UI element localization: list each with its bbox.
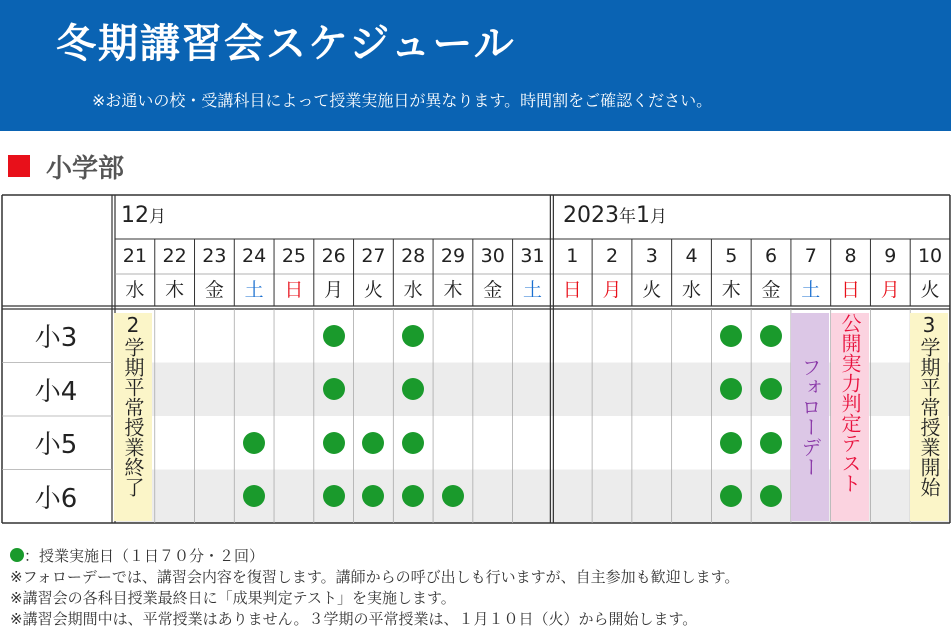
weekday-label: 土 bbox=[244, 278, 264, 301]
weekday-label: 日 bbox=[562, 278, 582, 301]
day-number: 27 bbox=[361, 245, 386, 267]
day-number: 21 bbox=[122, 245, 147, 267]
class-day-dot bbox=[402, 325, 424, 347]
weekday-label: 月 bbox=[880, 278, 900, 301]
weekday-label: 木 bbox=[165, 278, 185, 301]
weekday-label: 月 bbox=[324, 278, 344, 301]
page-title: 冬期講習会スケジュール bbox=[56, 21, 516, 67]
day-number: 4 bbox=[685, 245, 698, 267]
page-subtitle: ※お通いの校・受講科目によって授業実施日が異なります。時間割をご確認ください。 bbox=[92, 91, 713, 110]
note-line-1: ※フォローデーでは、講習会内容を復習します。講師からの呼び出しも行いますが、自主参加も歓迎します。 bbox=[10, 568, 740, 586]
class-day-dot bbox=[323, 432, 345, 454]
weekday-label: 金 bbox=[761, 278, 781, 301]
note-line-3: ※講習会期間中は、平常授業はありません。３学期の平常授業は、１月１０日（火）から開始します。 bbox=[10, 610, 698, 628]
weekday-label: 月 bbox=[602, 278, 622, 301]
weekday-label: 木 bbox=[721, 278, 741, 301]
weekday-label: 土 bbox=[801, 278, 821, 301]
class-day-dot bbox=[402, 432, 424, 454]
legend-line: ：授業実施日（１日７０分・２回） bbox=[10, 546, 739, 567]
month-label-january: 2023年1月 bbox=[563, 203, 667, 228]
class-day-dot bbox=[760, 432, 782, 454]
weekday-label: 日 bbox=[284, 278, 304, 301]
day-number: 22 bbox=[162, 245, 187, 267]
weekday-label: 水 bbox=[125, 278, 145, 301]
weekday-label: 金 bbox=[483, 278, 503, 301]
weekday-label: 金 bbox=[204, 278, 224, 301]
grade-label: 小3 bbox=[34, 323, 78, 354]
day-number: 1 bbox=[566, 245, 579, 267]
day-number: 30 bbox=[480, 245, 505, 267]
grade-label: 小4 bbox=[34, 376, 78, 407]
event-term3-start: 3学期平常授業開始 bbox=[910, 313, 948, 521]
class-day-dot bbox=[720, 325, 742, 347]
day-number: 3 bbox=[645, 245, 658, 267]
day-number: 31 bbox=[520, 245, 545, 267]
event-term2-end: 2学期平常授業終了 bbox=[114, 313, 152, 521]
month-label-december: 12月 bbox=[121, 203, 166, 228]
day-number: 26 bbox=[321, 245, 346, 267]
day-number: 10 bbox=[917, 245, 943, 267]
day-number: 23 bbox=[202, 245, 227, 267]
class-day-dot bbox=[323, 485, 345, 507]
grade-label: 小6 bbox=[34, 483, 78, 514]
grade-label: 小5 bbox=[34, 430, 78, 461]
day-number: 29 bbox=[440, 245, 466, 267]
event-follow-day: フォローデー bbox=[791, 313, 829, 521]
day-number: 24 bbox=[242, 245, 267, 267]
weekday-label: 日 bbox=[841, 278, 861, 301]
class-day-dot bbox=[323, 378, 345, 400]
section-label: 小学部 bbox=[46, 153, 125, 184]
class-day-dot bbox=[760, 325, 782, 347]
day-number: 5 bbox=[725, 245, 738, 267]
class-day-dot bbox=[720, 432, 742, 454]
day-number: 25 bbox=[281, 245, 306, 267]
weekday-label: 土 bbox=[522, 278, 542, 301]
day-number: 6 bbox=[764, 245, 778, 267]
class-day-dot bbox=[243, 432, 265, 454]
note-line-2: ※講習会の各科目授業最終日に「成果判定テスト」を実施します。 bbox=[10, 589, 456, 607]
class-day-dot-icon bbox=[10, 548, 24, 562]
weekday-label: 火 bbox=[642, 278, 662, 301]
day-number: 7 bbox=[804, 245, 817, 267]
weekday-label: 火 bbox=[920, 278, 940, 301]
day-number: 9 bbox=[884, 245, 897, 267]
weekday-label: 水 bbox=[681, 278, 701, 301]
day-number: 28 bbox=[401, 245, 426, 267]
day-number: 8 bbox=[844, 245, 857, 267]
notes bbox=[10, 546, 739, 630]
weekday-label: 水 bbox=[403, 278, 423, 301]
day-number: 2 bbox=[605, 245, 619, 267]
weekday-label: 火 bbox=[363, 278, 383, 301]
weekday-label: 木 bbox=[443, 278, 463, 301]
class-day-dot bbox=[323, 325, 345, 347]
event-public-test: 公開実力判定テスト bbox=[831, 313, 869, 521]
